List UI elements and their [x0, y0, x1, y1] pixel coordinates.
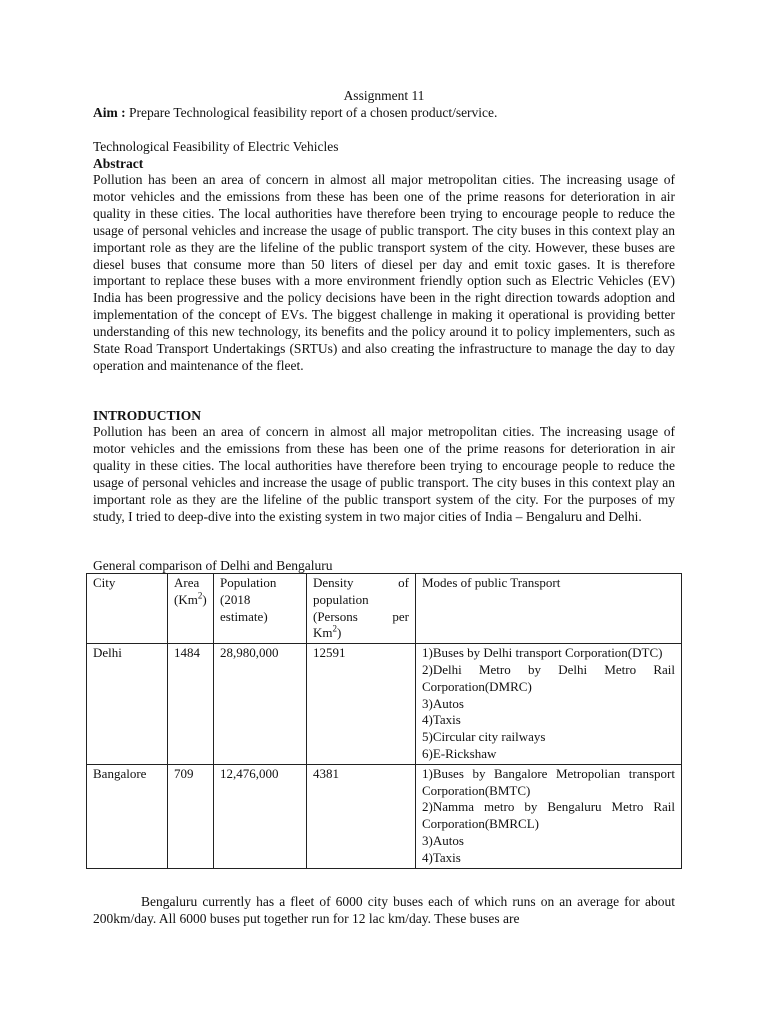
aim-text: Prepare Technological feasibility report of a chosen product/service. [125, 105, 498, 120]
header-area: Area (Km$^2$) [168, 574, 214, 644]
cell-area: 1484 [168, 644, 214, 765]
assignment-title: Assignment 11 [343, 88, 425, 103]
mode-item: 2)Delhi Metro by Delhi Metro Rail Corporation(DMRC) [422, 661, 675, 694]
mode-item: 1)Buses by Delhi transport Corporation(DTC) [422, 645, 663, 661]
bengaluru-paragraph: Bengaluru currently has a fleet of 6000 city buses each of which runs on an average for about 200km/day. All 6000 buses put together run for 12 lac km/day. These buses are [93, 894, 675, 926]
mode-item: 1)Buses by Bangalore Metropolian transport Corporation(BMTC) [422, 765, 675, 798]
cell-city: Delhi [87, 644, 168, 765]
abstract-heading: Abstract [93, 156, 144, 171]
table-row [87, 644, 682, 765]
table-row [87, 764, 682, 868]
mode-item: 4)Taxis [422, 712, 461, 728]
aim-label: Aim : [93, 105, 126, 120]
cell-density: 4381 [307, 764, 416, 868]
header-city: City [87, 574, 168, 644]
cell-density: 12591 [307, 644, 416, 765]
report-subtitle: Technological Feasibility of Electric Vehicles [93, 139, 339, 154]
abstract-paragraph: Pollution has been an area of concern in almost all major metropolitan cities. The increasing usage of motor vehicles and the emissions from these has been one of the prime reasons for deterioration in air quality in these cities. The local authorities have therefore been trying to encourage people to reduce the usage of personal vehicles and increase the usage of public transport. The city buses in this context play an important role as they are the lifeline of the public transport system of the city. However, these buses are diesel buses that consume more than 50 liters of diesel per day and emit toxic gases. It is therefore important to replace these buses with a more environment friendly option such as Electric Vehicles (EV) India has been progressive and the policy decisions have been in the right direction towards adoption and implementation of the concept of EVs. The biggest challenge in making it operational is providing better understanding of this new technology, its benefits and the policy around it to policy implementers, such as State Road Transport Undertakings (SRTUs) and also creating the infrastructure to manage the day to day operation and maintenance of the fleet. [93, 172, 675, 373]
header-population: Population (2018 estimate) [214, 574, 307, 644]
cell-population: 28,980,000 [214, 644, 307, 765]
mode-item: 3)Autos [422, 695, 464, 711]
header-modes: Modes of public Transport [416, 574, 682, 644]
mode-item: 5)Circular city railways [422, 729, 546, 745]
cell-city: Bangalore [87, 764, 168, 868]
introduction-heading: INTRODUCTION [93, 408, 202, 423]
cell-modes [416, 764, 682, 868]
mode-item: 6)E-Rickshaw [422, 745, 497, 761]
table-caption: General comparison of Delhi and Bengaluru [93, 558, 333, 573]
comparison-table [86, 573, 682, 869]
cell-population: 12,476,000 [214, 764, 307, 868]
mode-item: 2)Namma metro by Bengaluru Metro Rail Corporation(BMRCL) [422, 799, 675, 832]
mode-item: 4)Taxis [422, 849, 461, 865]
cell-modes [416, 644, 682, 765]
introduction-paragraph: Pollution has been an area of concern in almost all major metropolitan cities. The increasing usage of motor vehicles and the emissions from these has been one of the prime reasons for deterioration in air quality in these cities. The local authorities have therefore been trying to encourage people to reduce the usage of personal vehicles and increase the usage of public transport. The city buses in this context play an important role as they are the lifeline of the public transport system of the city. For the purposes of my study, I tried to deep-dive into the existing system in two major cities of India – Bengaluru and Delhi. [93, 424, 675, 524]
mode-item: 3)Autos [422, 832, 464, 848]
aim-line [93, 104, 497, 121]
header-density: Density of population (Persons per Km$^2$) [307, 574, 416, 644]
table-header-row [87, 574, 682, 644]
cell-area: 709 [168, 764, 214, 868]
